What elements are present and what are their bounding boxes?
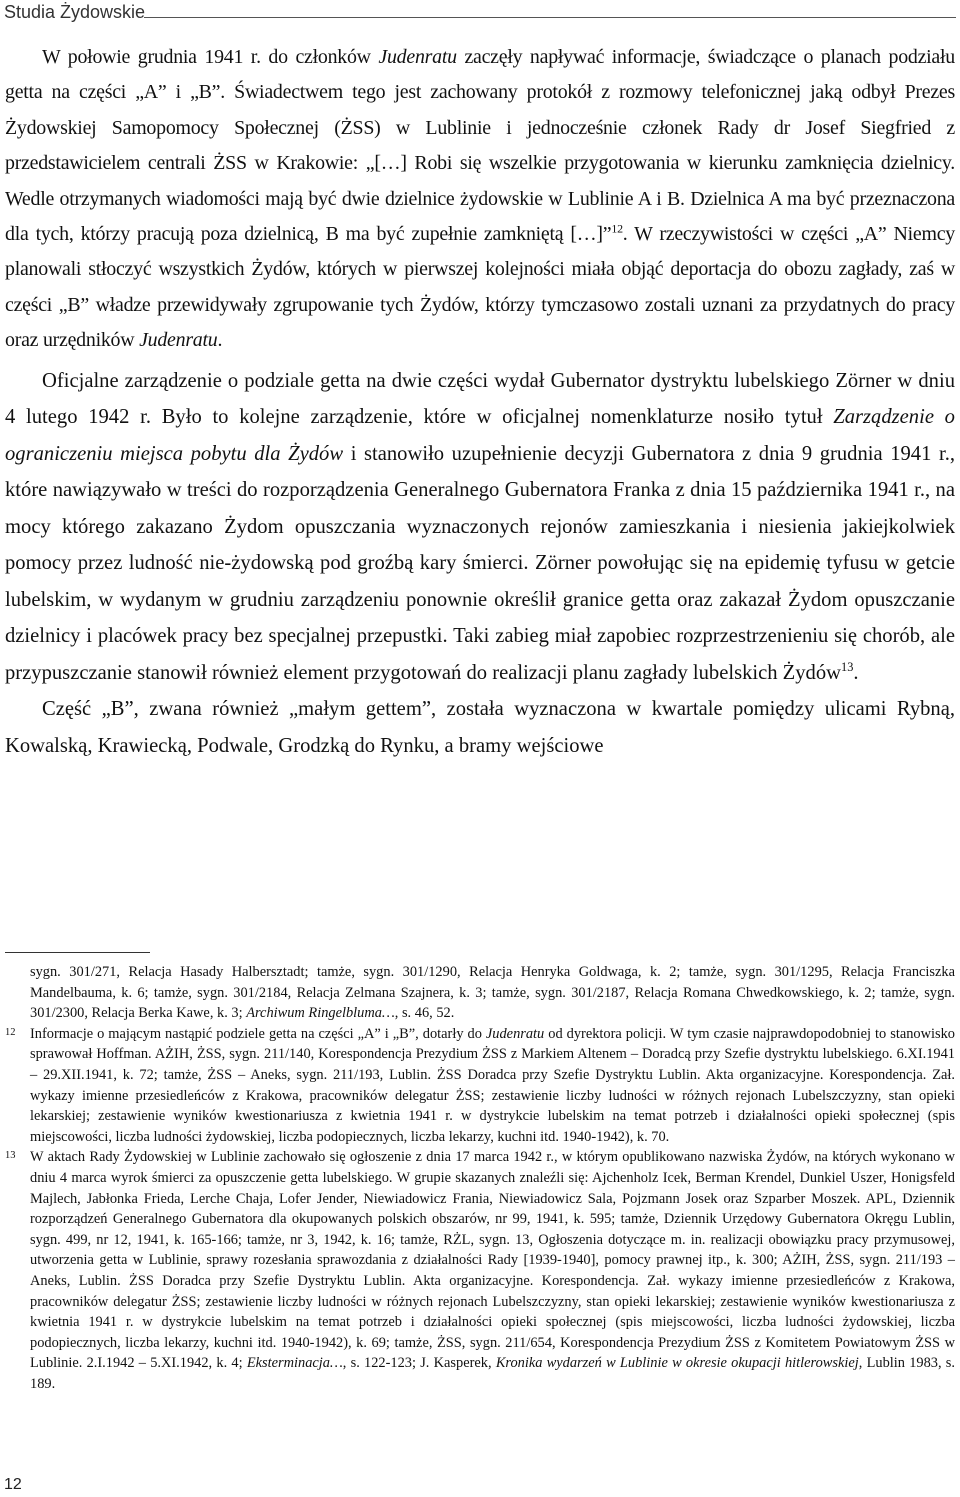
italic-title: Archiwum Ringelbluma…: [246, 1005, 395, 1022]
text-span: . W rzeczywistości w części „A” Niemcy planowali stłoczyć wszystkich Żydów, których w pierwszej kolejności miała objąć deportacja do obozu zagłady, zaś w części „B” władze przewidywały zgrupowanie tych Żydów, którzy tymczasowo zostali uznani za przydatnych do pracy oraz urzędników: [5, 223, 955, 352]
footnote-rule: [5, 952, 150, 953]
text-span: Informacje o mającym nastąpić podziele getta na części „A” i „B”, dotarły do: [30, 1025, 486, 1042]
footnote-number: 12: [5, 1026, 16, 1038]
running-header: Studia Żydowskie: [4, 2, 146, 22]
text-span: zaczęły napływać informacje, świadczące o planach podziału getta na części „A” i „B”. Świadectwem tego jest zachowany protokół z rozmowy telefonicznej jaką odbył Prezes Żydowskiej Samopomocy Społecznej (ŻSS) w Lublinie i jednocześnie członek Rady dr Josef Siegfried z przedstawicielem centrali ŻSS w Krakowie: „[…] Robi się wszelkie przygotowania w kierunku zamknięcia dzielnicy. Wedle otrzymanych wiadomości mają być dwie dzielnice żydowskie w Lublinie A i B. Dzielnica A ma być przeznaczona dla tych, którzy pracują poza dzielnicą, B ma być zupełnie zamkniętą […]”: [5, 46, 955, 246]
italic-title: Kronika wydarzeń w Lublinie w okresie okupacji hitlerowskiej: [495, 1355, 859, 1372]
footnote-number: 13: [5, 1150, 16, 1162]
footnote-ref-12[interactable]: 12: [611, 221, 623, 236]
text-span: , Lublin 1983, s. 189.: [30, 1355, 956, 1392]
header-rule: [144, 17, 956, 18]
footnote-12: [5, 1024, 955, 1148]
text-span: sygn. 301/271, Relacja Hasady Halbersztadt; tamże, sygn. 301/1290, Relacja Henryka Goldwaga, k. 2; tamże, sygn. 301/1295, Relacja Franciszka Mandelbauma, k. 6; tamże, sygn. 301/2184, Relacja Zelmana Szajnera, k. 3; tamże, sygn. 301/2187, Relacja Romana Chwedkowskiego, k. 2; tamże, sygn. 301/2300, Relacja Berka Kawe, k. 3;: [30, 964, 955, 1022]
text-span: , s. 46, 52.: [394, 1005, 455, 1022]
text-span: .: [853, 661, 859, 684]
footnote-ref-13[interactable]: 13: [841, 659, 854, 674]
paragraph-3: Część „B”, zwana również „małym gettem”, została wyznaczona w kwartale pomiędzy ulicami Rybną, Kowalską, Krawiecką, Podwale, Grodzką do Rynku, a bramy wejściowe: [5, 698, 955, 757]
italic-term: Judenratu: [485, 1025, 545, 1042]
main-text: [5, 40, 955, 764]
paragraph-1: [5, 40, 955, 359]
text-span: .: [217, 329, 223, 352]
paragraph-2: [5, 363, 955, 692]
footnote-continuation: [5, 962, 955, 1024]
text-span: i stanowiło uzupełnienie decyzji Gubernatora z dnia 9 grudnia 1941 r., które nawiązywało w treści do rozporządzenia Generalnego Gubernatora Franka z dnia 15 października 1941 r., na mocy którego zakazano Żydom opuszczania wyznaczonych rejonów zamieszkania i niesienia jakiejkolwiek pomocy przez ludność nie-żydowską pod groźbą kary śmierci. Zörner powołując się na epidemię tyfusu w getcie lubelskim, w wydanym w grudniu zarządzeniu ponownie określił granice getta oraz zakazał Żydom opuszczanie dzielnicy i placówek pracy bez specjalnej przepustki. Taki zabieg miał zapobiec rozprzestrzenieniu się chorób, ale przypuszczanie stanowił również element przygotowań do realizacji planu zagłady lubelskich Żydów: [5, 442, 956, 684]
italic-title: Eksterminacja…: [246, 1355, 343, 1372]
text-span: , s. 122-123; J. Kasperek,: [342, 1355, 496, 1372]
page-number: 12: [4, 1476, 22, 1493]
text-span: od dyrektora policji. W tym czasie najprawdopodobniej to stanowisko sprawował Hoffman. AŻIH, ŻSS, sygn. 211/140, Korespondencja Prezydium ŻSS z Markiem Altenem – Doradcą przy Szefie dystryktu lubelskiego. 6.XI.1941 – 29.XII.1941, k. 72; tamże, ŻSS – Aneks, sygn. 211/193, Lublin. ŻSS Doradca przy Szefie Dystryktu Lublin. Akta organizacyjne. Korespondencja. Zał. wykazy imienne przesiedleńców z Krakowa, pracowników delegatur ŻSS; zestawienie liczby ludności w różnych rejonach Lubelszczyzny, stan opieki lekarskiej; zestawienie wyników kwestionariusza z kwietnia 1941 r. w dystrykcie lubelskim na temat potrzeb i działalności opieki społecznej (spis miejscowości, liczba ludności żydowskiej, liczba podopiecznych, liczba lekarzy, kuchni itd. 1940-1942), k. 70.: [30, 1025, 955, 1145]
footnotes: [5, 952, 955, 1394]
text-span: W aktach Rady Żydowskiej w Lublinie zachowało się ogłoszenie z dnia 17 marca 1942 r., w którym opublikowano nazwiska Żydów, na których wykonano w dniu 4 marca wyrok śmierci za opuszczenie getta lubelskiego. W grupie skazanych znaleźli się: Ajchenholz Icek, Berman Krendel, Dunkiel Uszer, Honigsfeld Majlech, Jabłonka Frieda, Lerche Chaja, Lofer Jender, Niewiadowicz Frania, Niewiadowicz Sala, Pojzmann Josek oraz Szparber Moszek. APL, Dziennik rozporządzeń Generalnego Gubernatora dla okupowanych polskich obszarów, nr 99, 1941, k. 595; tamże, Dziennik Urzędowy Gubernatora Okręgu Lublin, sygn. 499, nr 12, 1941, k. 165-166; tamże, nr 3, 1942, k. 16; tamże, RŻL, sygn. 13, Ogłoszenia dotyczące m. in. realizacji obowiązku pracy przymusowej, utworzenia getta w Lublinie, sprawy rozesłania sprawozdania z działalności Rady [1939-1940], pomocy prawnej itp., k. 300; AŻIH, ŻSS, sygn. 211/193 – Aneks, Lublin. ŻSS Doradca przy Szefie Dystryktu Lublin. Akta organizacyjne. Korespondencja. Zał. wykazy imienne przesiedleńców z Krakowa, pracowników delegatur ŻSS; zestawienie liczby ludności w różnych rejonach Lubelszczyzny, stan opieki lekarskiej; zestawienie wyników kwestionariusza z kwietnia 1941 r. w dystrykcie lubelskim na temat potrzeb i działalności opieki społecznej (spis miejscowości, liczba ludności żydowskiej, liczba podopiecznych, liczba lekarzy, kuchni itd. 1940-1942), k. 69; tamże, ŻSS, sygn. 211/654, Korespondencja Prezydium ŻSS z Komitetem Powiatowym ŻSS w Lublinie. 2.I.1942 – 5.XI.1942, k. 4;: [30, 1149, 955, 1372]
italic-term: Judenratu: [378, 46, 457, 68]
italic-title: Zarządzenie o ograniczeniu miejsca pobytu dla Żydów: [5, 406, 955, 465]
text-span: W połowie grudnia 1941 r. do członków: [42, 46, 379, 68]
footnote-13: [5, 1147, 955, 1394]
italic-term: Judenratu: [139, 329, 218, 352]
text-span: Oficjalne zarządzenie o podziale getta na dwie części wydał Gubernator dystryktu lubelskiego Zörner w dniu 4 lutego 1942 r. Było to kolejne zarządzenie, które w oficjalnej nomenklaturze nosiło tytuł: [5, 369, 955, 429]
